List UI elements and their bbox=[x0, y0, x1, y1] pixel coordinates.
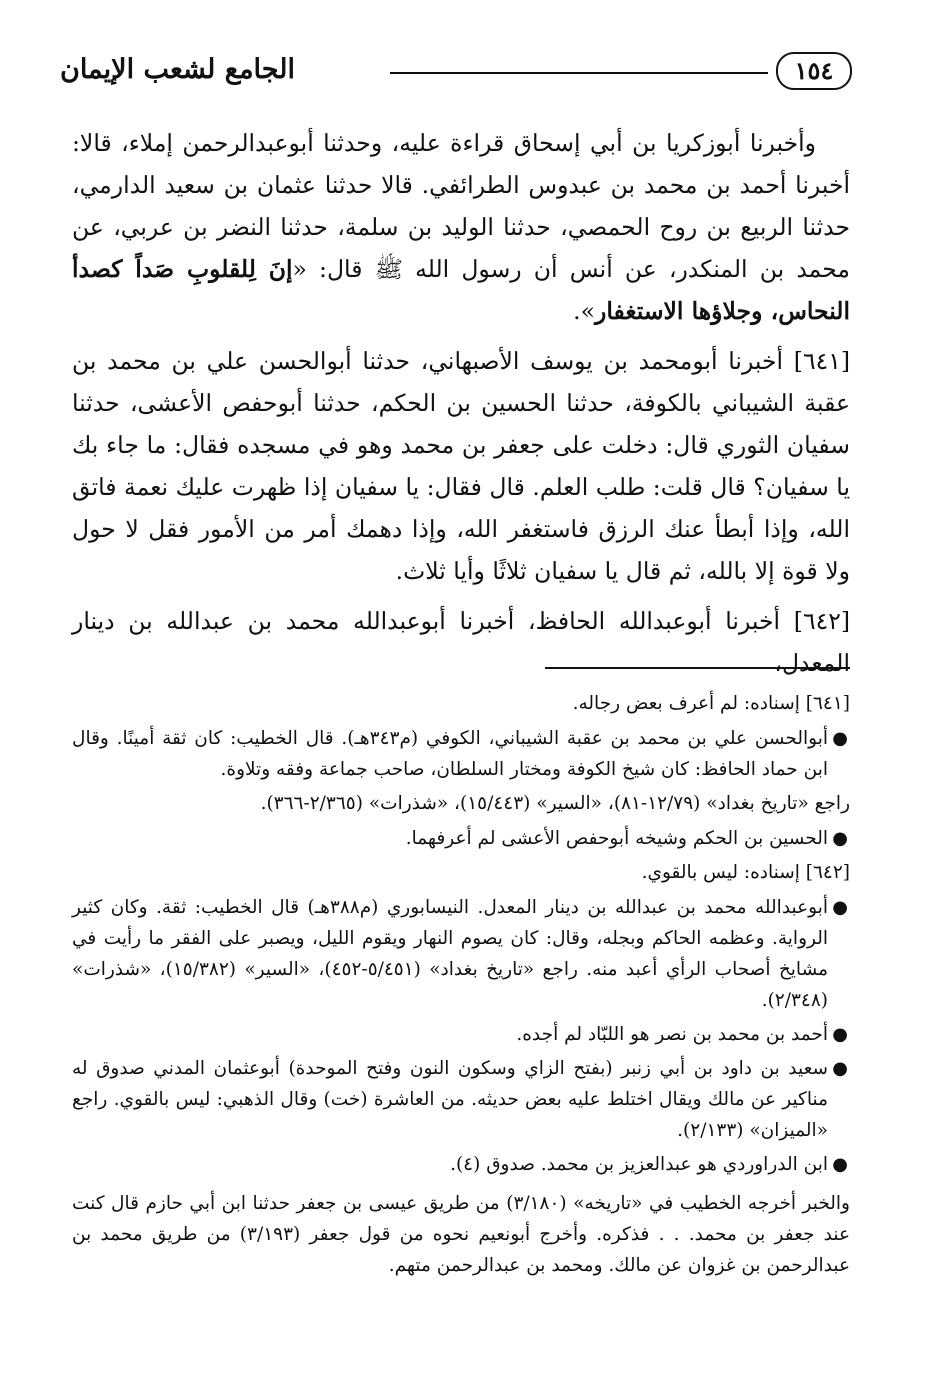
note-641-heading: [٦٤١] إسناده: لم أعرف بعض رجاله. bbox=[572, 693, 850, 714]
list-item-text: أحمد بن محمد بن نصر هو اللبّاد لم أجده. bbox=[516, 1024, 828, 1045]
bullet-icon: ● bbox=[832, 897, 848, 918]
list-item bbox=[72, 1019, 850, 1050]
page-number: ١٥٤ bbox=[776, 52, 852, 90]
paragraph-hadith-640 bbox=[72, 122, 850, 332]
note-642-list bbox=[72, 892, 850, 1180]
main-text bbox=[72, 122, 850, 692]
list-item bbox=[72, 723, 850, 785]
page-header bbox=[60, 48, 852, 94]
list-item-text: أبوعبدالله محمد بن عبدالله بن دينار المعدل. النيسابوري (م٣٨٨هـ) قال الخطيب: ثقة. وكان كثير الرواية. وعظمه الحاكم وبجله، وقال: كان يصوم النهار ويقوم الليل، ويصبر على الفقر ما رأيت في مشايخ أصحاب الرأي أعبد منه. راجع «تاريخ بغداد» (٥/٤٥١-٤٥٢)، «السير» (١٥/٣٨٢)، «شذرات» (٢/٣٤٨). bbox=[72, 897, 828, 1011]
bullet-icon: ● bbox=[832, 1058, 848, 1079]
hadith-text: إنَ لِلقلوبِ صَداً كصدأ النحاس، وجلاؤها الاستغفار bbox=[72, 255, 850, 325]
book-title: الجامع لشعب الإيمان bbox=[60, 54, 295, 85]
list-item-text: ابن الدراوردي هو عبدالعزيز بن محمد. صدوق (٤). bbox=[450, 1154, 828, 1175]
paragraph-hadith-641: [٦٤١] أخبرنا أبومحمد بن يوسف الأصبهاني، حدثنا أبوالحسن علي بن محمد بن عقبة الشيباني بالكوفة، حدثنا الحسين بن الحكم، حدثنا أبوحفص الأعشى، حدثنا سفيان الثوري قال: دخلت على جعفر بن محمد وهو في مسجده فقال: ما جاء بك يا سفيان؟ قال قلت: طلب العلم. قال فقال: يا سفيان إذا ظهرت عليك نعمة فاتق الله، وإذا أبطأ عنك الرزق فاستغفر الله، وإذا دهمك أمر من الأمور فقل لا حول ولا قوة إلا بالله، ثم قال يا سفيان ثلاثًا وأيا ثلاث. bbox=[72, 347, 850, 585]
bullet-icon: ● bbox=[832, 1154, 848, 1175]
bullet-icon: ● bbox=[832, 828, 848, 849]
note-642-heading: [٦٤٢] إسناده: ليس بالقوي. bbox=[641, 862, 850, 883]
list-item bbox=[72, 1149, 850, 1180]
note-final-paragraph: والخبر أخرجه الخطيب في «تاريخه» (٣/١٨٠) من طريق عيسى بن جعفر حدثنا ابن أبي حازم قال كنت عند جعفر بن محمد. . . فذكره. وأخرج أبونعيم نحوه من قول جعفر (٣/١٩٣) من طريق محمد بن عبدالرحمن بن غزوان عن مالك. ومحمد بن عبدالرحمن متهم. bbox=[72, 1193, 850, 1276]
paragraph-text: وأخبرنا أبوزكريا بن أبي إسحاق قراءة عليه، وحدثنا أبوعبدالرحمن إملاء، قالا: أخبرنا أحمد بن محمد بن عبدوس الطرائفي. قالا حدثنا عثمان بن سعيد الدارمي، حدثنا الربيع بن روح الحمصي، حدثنا الوليد بن سلمة، حدثنا النضر بن عربي، عن محمد بن المنكدر، عن أنس أن رسول الله ﷺ قال: « bbox=[72, 129, 850, 283]
list-item-text: سعيد بن داود بن أبي زنبر (بفتح الزاي وسكون النون وفتح الموحدة) أبوعثمان المدني صدوق له مناكير عن مالك ويقال اختلط عليه بعض حديثه. من العاشرة (خت) وقال الذهبي: ليس بالقوي. راجع «الميزان» (٢/١٣٣). bbox=[72, 1058, 828, 1141]
bullet-icon: ● bbox=[832, 728, 848, 749]
note-641-citation: راجع «تاريخ بغداد» (١٢/٧٩-٨١)، «السير» (١٥/٤٤٣)، «شذرات» (٢/٣٦٥-٣٦٦). bbox=[260, 793, 850, 814]
footnotes bbox=[72, 688, 850, 1285]
bullet-icon: ● bbox=[832, 1024, 848, 1045]
note-641-list-2 bbox=[72, 823, 850, 854]
list-item bbox=[72, 892, 850, 1016]
note-641-list bbox=[72, 723, 850, 785]
paragraph-hadith-642: [٦٤٢] أخبرنا أبوعبدالله الحافظ، أخبرنا أبوعبدالله محمد بن عبدالله بن دينار المعدل، bbox=[72, 607, 850, 677]
list-item bbox=[72, 823, 850, 854]
list-item bbox=[72, 1053, 850, 1146]
paragraph-text-end: ». bbox=[573, 297, 595, 325]
footnote-divider bbox=[545, 667, 850, 669]
list-item-text: أبوالحسن علي بن محمد بن عقبة الشيباني، الكوفي (م٣٤٣هـ). قال الخطيب: كان ثقة أمينًا. وقال ابن حماد الحافظ: كان شيخ الكوفة ومختار السلطان، صاحب جماعة وفقه وتلاوة. bbox=[72, 728, 828, 780]
header-rule bbox=[390, 72, 768, 74]
list-item-text: الحسين بن الحكم وشيخه أبوحفص الأعشى لم أعرفهما. bbox=[405, 828, 828, 849]
